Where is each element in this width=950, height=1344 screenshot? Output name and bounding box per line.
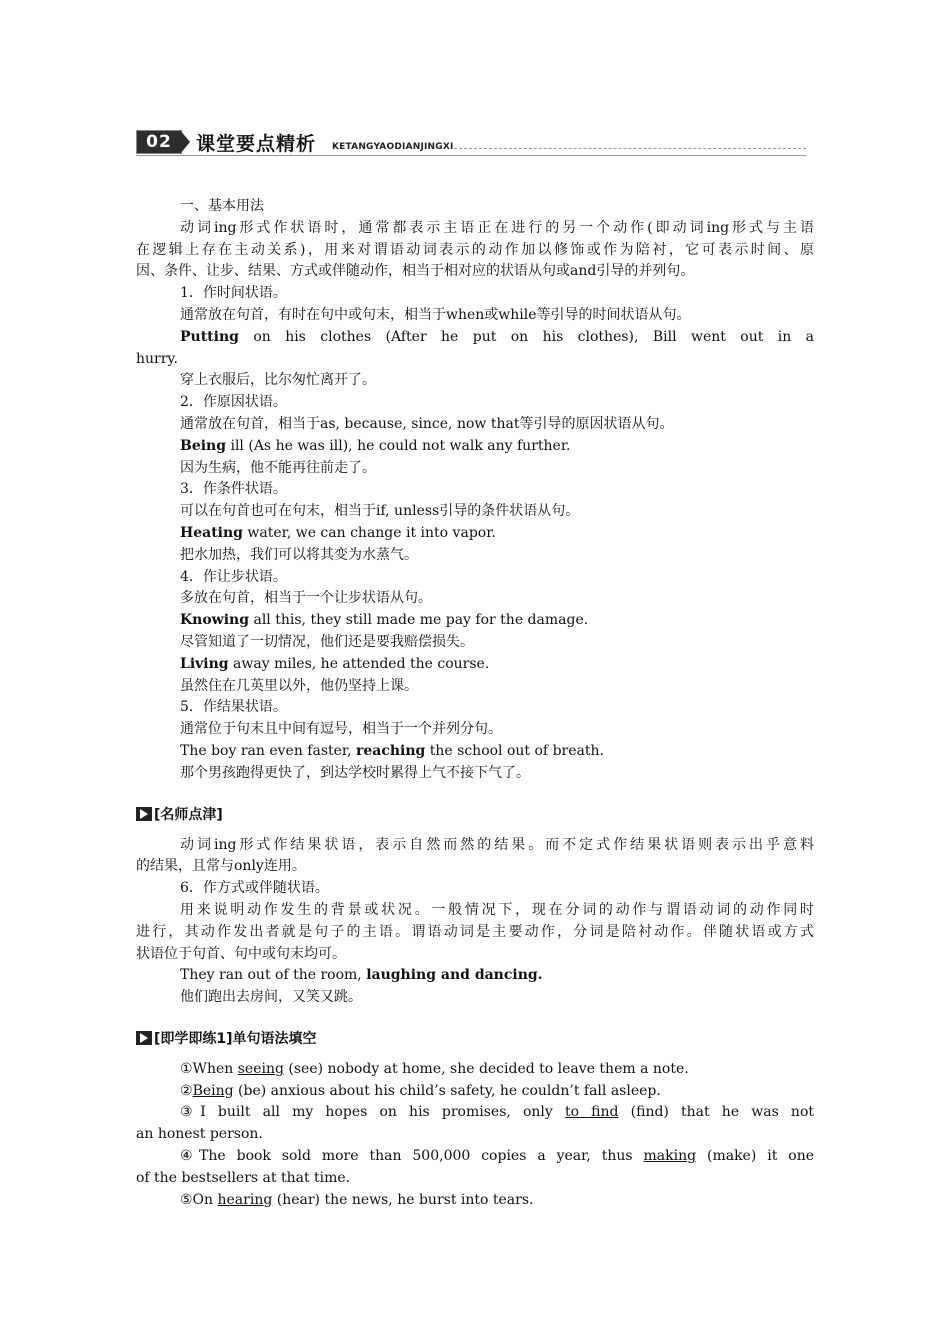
translation: 把水加热，我们可以将其变为水蒸气。 bbox=[180, 546, 418, 563]
example-text: on his clothes (After he put on his clothes), Bill went out in a bbox=[253, 328, 814, 345]
tip-heading bbox=[136, 803, 814, 827]
translation: 穿上衣服后，比尔匆忙离开了。 bbox=[180, 372, 376, 389]
example-sentence bbox=[136, 610, 814, 632]
example-text: The boy ran even faster, bbox=[180, 742, 356, 759]
rule-text: 通常放在句首，相当于as, because, since, now that等引导的原因状语从句。 bbox=[180, 415, 674, 432]
exercise-heading bbox=[136, 1027, 814, 1051]
example-text: They ran out of the room, bbox=[180, 967, 367, 984]
question-text: (find) that he was not bbox=[618, 1104, 814, 1121]
intro-line: 因、条件、让步、结果、方式或伴随动作，相当于相对应的状语从句或and引导的并列句。 bbox=[136, 263, 695, 280]
question-text: ② bbox=[180, 1082, 193, 1099]
example-sentence bbox=[136, 965, 814, 987]
question-text: ③I built all my hopes on his promises, only bbox=[180, 1104, 565, 1121]
exercise-label: [即学即练1]单句语法填空 bbox=[154, 1030, 317, 1047]
section-pinyin: KETANGYAODIANJINGXI bbox=[332, 142, 454, 152]
document-body bbox=[136, 196, 814, 1211]
example-text: water, we can change it into vapor. bbox=[242, 524, 496, 541]
header-underline bbox=[136, 155, 806, 156]
rule-text: 状语位于句首、句中或句末均可。 bbox=[136, 945, 346, 962]
example-keyword: Living bbox=[180, 655, 229, 672]
example-sentence bbox=[136, 327, 814, 349]
section-number-badge: 02 bbox=[136, 130, 182, 154]
badge-arrow-icon bbox=[180, 130, 190, 154]
example-sentence bbox=[136, 523, 814, 545]
answer-blank: Being bbox=[192, 1082, 234, 1099]
example-keyword: Heating bbox=[180, 524, 243, 541]
subsection-title: 3．作条件状语。 bbox=[180, 481, 287, 498]
rule-text: 通常放在句首，有时在句中或句末，相当于when或while等引导的时间状语从句。 bbox=[180, 306, 691, 323]
example-keyword: reaching bbox=[355, 742, 426, 759]
play-triangle-icon bbox=[136, 1031, 152, 1045]
subsection-title: 1．作时间状语。 bbox=[180, 285, 287, 302]
example-sentence bbox=[136, 436, 814, 458]
subsection-title: 5．作结果状语。 bbox=[180, 699, 287, 716]
section-header bbox=[136, 128, 806, 158]
rule-text: 进行，其动作发出者就是句子的主语。谓语动词是主要动作，分词是陪衬动作。伴随状语或方式 bbox=[136, 923, 814, 940]
example-sentence bbox=[136, 741, 814, 763]
translation: 因为生病，他不能再往前走了。 bbox=[180, 459, 376, 476]
exercise-item bbox=[136, 1059, 814, 1081]
translation: 他们跑出去房间，又笑又跳。 bbox=[180, 989, 362, 1006]
translation: 虽然住在几英里以外，他仍坚持上课。 bbox=[180, 677, 418, 694]
answer-blank: hearing bbox=[217, 1191, 273, 1208]
intro-line: 在逻辑上存在主动关系)，用来对谓语动词表示的动作加以修饰或作为陪衬，它可表示时间、原 bbox=[136, 241, 814, 258]
exercise-item bbox=[136, 1190, 814, 1212]
example-keyword: laughing and dancing. bbox=[366, 967, 543, 984]
exercise-continuation: of the bestsellers at that time. bbox=[136, 1169, 351, 1186]
example-text: ill (As he was ill), he could not walk any further. bbox=[226, 437, 571, 454]
tip-line: 的结果，且常与only连用。 bbox=[136, 858, 306, 875]
header-dashed-rule bbox=[454, 148, 806, 149]
tip-label: [名师点津] bbox=[154, 806, 223, 823]
example-keyword: Putting bbox=[180, 328, 239, 345]
translation: 那个男孩跑得更快了，到达学校时累得上气不接下气了。 bbox=[180, 764, 530, 781]
section-title: 课堂要点精析 bbox=[196, 133, 317, 155]
exercise-item bbox=[136, 1146, 814, 1168]
tip-line: 动词ing形式作结果状语，表示自然而然的结果。而不定式作结果状语则表示出乎意料 bbox=[180, 836, 814, 853]
answer-blank: to find bbox=[564, 1104, 619, 1121]
exercise-item bbox=[136, 1081, 814, 1103]
exercise-continuation: an honest person. bbox=[136, 1126, 263, 1143]
rule-text: 用来说明动作发生的背景或状况。一般情况下，现在分词的动作与谓语动词的动作同时 bbox=[180, 901, 814, 918]
example-text: away miles, he attended the course. bbox=[228, 655, 490, 672]
question-text: ①When bbox=[180, 1060, 238, 1077]
answer-blank: seeing bbox=[237, 1060, 284, 1077]
example-keyword: Knowing bbox=[180, 612, 250, 629]
question-text: ④The book sold more than 500,000 copies a year, thus bbox=[180, 1148, 644, 1165]
play-triangle-icon bbox=[136, 807, 152, 821]
translation: 尽管知道了一切情况，他们还是要我赔偿损失。 bbox=[180, 633, 474, 650]
subsection-title: 4．作让步状语。 bbox=[180, 568, 287, 585]
question-text: (hear) the news, he burst into tears. bbox=[272, 1191, 534, 1208]
example-text: all this, they still made me pay for the damage. bbox=[249, 612, 589, 629]
example-continuation: hurry. bbox=[136, 350, 178, 367]
rule-text: 可以在句首也可在句末，相当于if, unless引导的条件状语从句。 bbox=[180, 503, 580, 520]
example-keyword: Being bbox=[180, 437, 227, 454]
example-sentence bbox=[136, 654, 814, 676]
subsection-title: 6．作方式或伴随状语。 bbox=[180, 880, 329, 897]
answer-blank: making bbox=[643, 1148, 697, 1165]
subsection-title: 2．作原因状语。 bbox=[180, 394, 287, 411]
intro-heading: 一、基本用法 bbox=[180, 198, 264, 214]
question-text: (see) nobody at home, she decided to leave them a note. bbox=[283, 1060, 689, 1077]
rule-text: 通常位于句末且中间有逗号，相当于一个并列分句。 bbox=[180, 721, 502, 738]
question-text: ⑤On bbox=[180, 1191, 218, 1208]
rule-text: 多放在句首，相当于一个让步状语从句。 bbox=[180, 590, 432, 607]
question-text: (be) anxious about his child’s safety, he couldn’t fall asleep. bbox=[233, 1082, 661, 1099]
intro-line: 动词ing形式作状语时，通常都表示主语正在进行的另一个动作(即动词ing形式与主语 bbox=[180, 219, 814, 236]
question-text: (make) it one bbox=[696, 1148, 814, 1165]
exercise-item bbox=[136, 1102, 814, 1124]
example-text: the school out of breath. bbox=[425, 742, 604, 759]
